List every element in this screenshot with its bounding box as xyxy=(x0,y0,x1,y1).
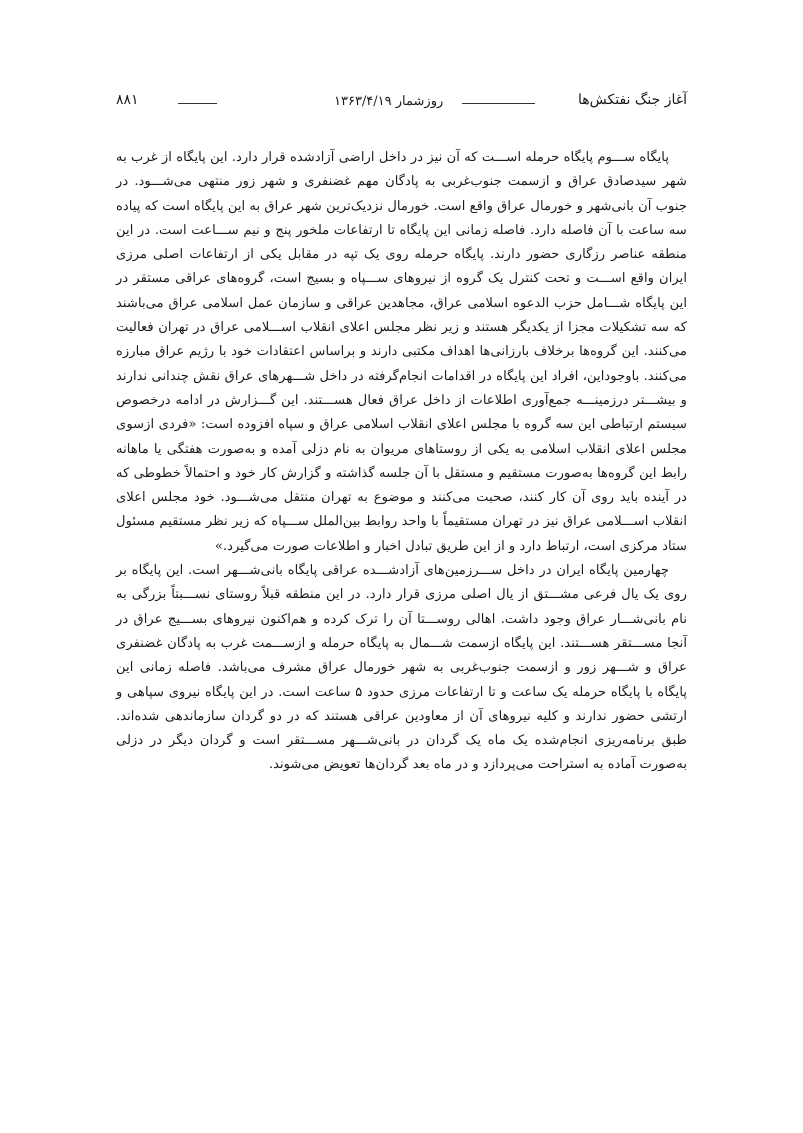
header-rule-right xyxy=(462,103,535,104)
paragraph-banishahr-base: چهارمین پایگاه ایران در داخل ســـرزمین‌های آزادشـــده عراقی پایگاه بانی‌شـــهر است. این پایگاه بر روی یک یال فرعی مشـــتق از یال اصلی مرزی قرار دارد. در این منطقه قبلاً روستای نســـبتاً بزرگی به نام بانی‌شـــار عراق وجود داشت. اهالی روســـتا آن را ترک کرده و هم‌اکنون نیروهای بســـیج عراق در آنجا مســـتقر هســـتند. این پایگاه ازسمت شـــمال به پایگاه حرمله و ازســـمت غرب به پادگان غضنفری عراق و شـــهر زور و ازسمت جنوب‌غربی به شهر خورمال عراق مشرف می‌باشد. فاصله زمانی این پایگاه با پایگاه حرمله یک ساعت و تا ارتفاعات مرزی حدود ۵ ساعت است. در این پایگاه نیروی سپاهی و ارتشی حضور ندارند و کلیه نیروهای آن از معاودین عراقی هستند که در دو گردان سازماندهی شده‌اند. طبق برنامه‌ریزی انجام‌شده یک ماه یک گردان در بانی‌شـــهر مســـتقر است و گردان دیگر در دزلی به‌صورت آماده به استراحت می‌پردازد و در ماه بعد گردان‌ها تعویض می‌شوند. xyxy=(116,563,688,773)
header-rule-left xyxy=(178,103,217,104)
header-date: روزشمار ۱۳۶۳/۴/۱۹ xyxy=(334,94,444,109)
paragraph-harmaleh-base: پایگاه ســـوم پایگاه حرمله اســـت که آن نیز در داخل اراضی آزادشده قرار دارد. این پایگاه از غرب به شهر سیدصادق عراق و ازسمت جنوب‌غربی به پادگان مهم غضنفری و شهر زور منتهی می‌شـــود. در جنوب آن بانی‌شهر و خورمال عراق واقع است. خورمال نزدیک‌ترین شهر عراق به این پایگاه است که پیاده سه ساعت با آن فاصله دارد. فاصله زمانی این پایگاه تا ارتفاعات ملخور پنج و نیم ســـاعت است. در این منطقه عناصر رزگاری حضور دارند. پایگاه حرمله روی یک تپه در مقابل یکی از ارتفاعات اصلی مرزی ایران واقع اســـت و تحت کنترل یک گروه از نیروهای ســـپاه و بسیج است، گروه‌های عراقی مستقر در این پایگاه شـــامل حزب الدعوه اسلامی عراق، مجاهدین عراقی و سازمان عمل اسلامی عراق می‌باشند که سه تشکیلات مجزا از یکدیگر هستند و زیر نظر مجلس اعلای انقلاب اســـلامی عراق در تهران فعالیت می‌کنند. این گروه‌ها برخلاف بارزانی‌ها اهداف مکتبی دارند و براساس اعتقادات خود با رژیم عراق مبارزه می‌کنند. باوجوداین، افراد این پایگاه در اقدامات انجام‌گرفته در داخل شـــهرهای عراق نقش چندانی ندارند و بیشـــتر درزمینـــه جمع‌آوری اطلاعات از داخل عراق فعال هســـتند. این گـــزارش در ادامه درخصوص سیستم ارتباطی این سه گروه با مجلس اعلای انقلاب اسلامی عراق و سپاه افزوده است: «فردی ازسوی مجلس اعلای انقلاب اسلامی به یکی از روستاهای مریوان به نام دزلی آمده و به‌صورت هفتگی یا ماهانه رابط این گروه‌ها به‌صورت مستقیم و مستقل با آن جلسه گذاشته و گزارش کار خود و احتمالاً خطوطی که در آینده باید روی آن کار کنند، صحبت می‌کنند و موضوع به تهران منتقل می‌شـــود. خود مجلس اعلای انقلاب اســـلامی عراق نیز در تهران مستقیماً با واحد روابط بین‌الملل ســـپاه که زیر نظر مستقیم مسئول ستاد مرکزی است، ارتباط دارد و از این طریق تبادل اخبار و اطلاعات صورت می‌گیرد.» xyxy=(116,150,687,554)
running-header xyxy=(116,90,687,118)
main-text xyxy=(116,146,687,778)
page-number: ۸۸۱ xyxy=(116,92,139,108)
chapter-title: آغاز جنگ نفتکش‌ها xyxy=(578,92,687,108)
